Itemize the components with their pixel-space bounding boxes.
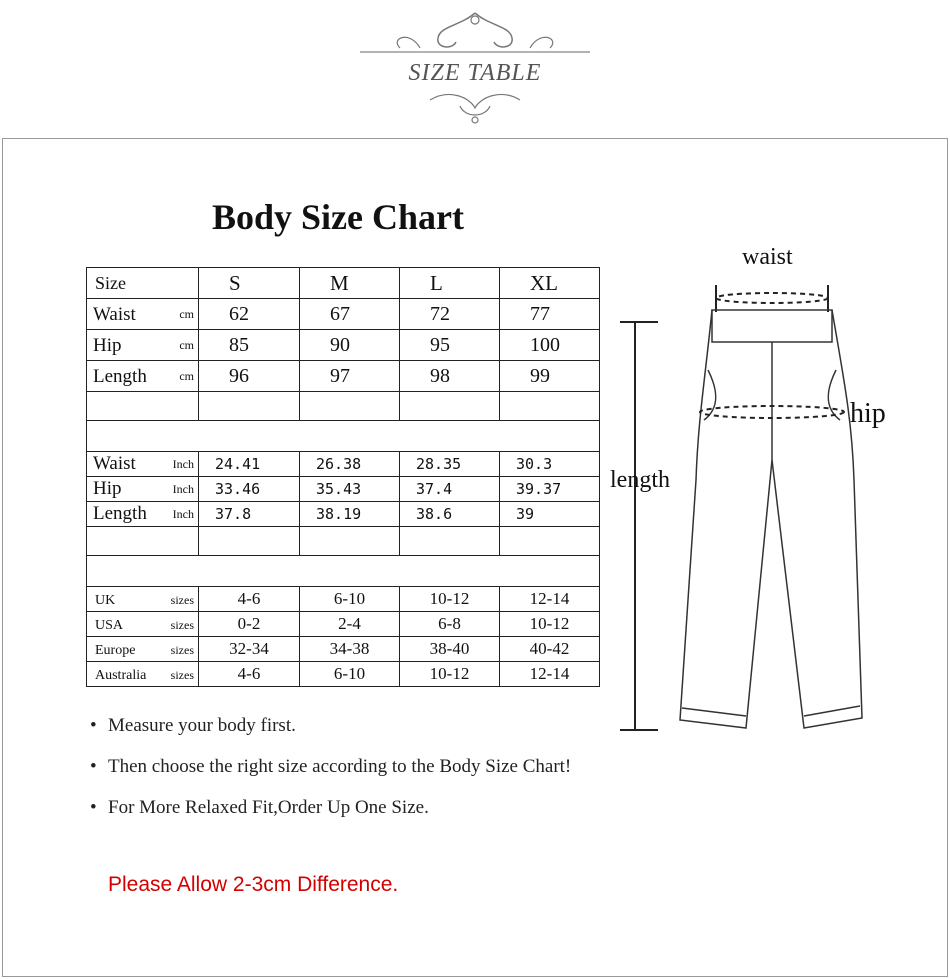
table-row (87, 612, 600, 637)
table-cell: 6-8 (400, 612, 500, 637)
table-row (87, 330, 600, 361)
table-cell: 37.4 (400, 477, 500, 502)
length-measure-line (620, 322, 658, 730)
table-cell: 26.38 (300, 452, 400, 477)
table-row (87, 361, 600, 392)
blank-row (87, 527, 600, 556)
size-xl: XL (500, 268, 600, 299)
table-cell: 2-4 (300, 612, 400, 637)
size-m: M (300, 268, 400, 299)
table-cell: 12-14 (500, 587, 600, 612)
bullet-icon: • (90, 715, 97, 736)
note-text: For More Relaxed Fit,Order Up One Size. (108, 797, 429, 818)
notes-list (90, 712, 610, 835)
table-cell: 97 (300, 361, 400, 392)
size-s: S (199, 268, 300, 299)
table-cell: 38.6 (400, 502, 500, 527)
table-cell: 85 (199, 330, 300, 361)
note-item (90, 753, 610, 780)
hip-label: hip (850, 398, 886, 429)
table-cell: 99 (500, 361, 600, 392)
row-label (87, 299, 199, 330)
table-row (87, 637, 600, 662)
size-l: L (400, 268, 500, 299)
row-label (87, 330, 199, 361)
table-cell: 28.35 (400, 452, 500, 477)
table-cell: 30.3 (500, 452, 600, 477)
row-label (87, 477, 199, 502)
table-cell: 10-12 (400, 662, 500, 687)
row-name: Waist (93, 303, 136, 325)
table-cell: 96 (199, 361, 300, 392)
note-text: Measure your body first. (108, 715, 296, 736)
table-cell: 33.46 (199, 477, 300, 502)
separator-row (87, 421, 600, 452)
table-cell: 39 (500, 502, 600, 527)
row-unit: Inch (172, 482, 194, 496)
size-table-title: SIZE TABLE (408, 60, 542, 86)
table-cell: 67 (300, 299, 400, 330)
length-label: length (610, 467, 670, 493)
row-name: Waist (93, 453, 136, 474)
table-cell: 72 (400, 299, 500, 330)
chart-title: Body Size Chart (212, 197, 464, 237)
difference-note: Please Allow 2-3cm Difference. (108, 873, 399, 896)
table-cell: 90 (300, 330, 400, 361)
table-cell: 4-6 (199, 587, 300, 612)
row-label (87, 502, 199, 527)
table-cell: 35.43 (300, 477, 400, 502)
note-text: Then choose the right size according to the Body Size Chart! (108, 756, 572, 777)
table-cell: 100 (500, 330, 600, 361)
table-cell: 6-10 (300, 662, 400, 687)
table-cell: 62 (199, 299, 300, 330)
row-name: Hip (93, 334, 122, 356)
row-label (87, 361, 199, 392)
row-unit: Inch (172, 457, 194, 471)
header (0, 0, 950, 138)
row-name: Length (93, 503, 147, 524)
table-cell: 34-38 (300, 637, 400, 662)
row-label (87, 452, 199, 477)
row-label (87, 637, 199, 662)
row-unit: cm (179, 306, 194, 321)
table-row (87, 587, 600, 612)
table-header-row (87, 268, 600, 299)
table-cell: 4-6 (199, 662, 300, 687)
table-cell: 0-2 (199, 612, 300, 637)
bullet-icon: • (90, 797, 97, 818)
table-cell: 10-12 (500, 612, 600, 637)
note-item (90, 794, 610, 821)
bullet-icon: • (90, 756, 97, 777)
row-name: Length (93, 365, 147, 387)
table-cell: 10-12 (400, 587, 500, 612)
separator-row (87, 556, 600, 587)
note-item (90, 712, 610, 739)
table-cell: 40-42 (500, 637, 600, 662)
pants-diagram (600, 230, 900, 750)
row-name: Australia (95, 668, 147, 683)
size-header-label: Size (87, 268, 199, 299)
row-label (87, 612, 199, 637)
row-name: Europe (95, 643, 136, 658)
table-cell: 32-34 (199, 637, 300, 662)
row-unit: sizes (170, 668, 194, 682)
table-cell: 12-14 (500, 662, 600, 687)
table-row (87, 477, 600, 502)
pants-outline (680, 310, 862, 728)
table-cell: 38-40 (400, 637, 500, 662)
blank-row (87, 392, 600, 421)
row-unit: cm (179, 368, 194, 383)
table-cell: 24.41 (199, 452, 300, 477)
row-label (87, 587, 199, 612)
waist-measure-line (716, 293, 828, 303)
row-unit: cm (179, 337, 194, 352)
row-label (87, 662, 199, 687)
table-row (87, 452, 600, 477)
size-chart-table (86, 267, 600, 687)
row-unit: sizes (170, 618, 194, 632)
row-name: USA (95, 618, 124, 633)
table-row (87, 662, 600, 687)
table-row (87, 502, 600, 527)
table-row (87, 299, 600, 330)
table-cell: 6-10 (300, 587, 400, 612)
table-cell: 95 (400, 330, 500, 361)
row-name: UK (95, 593, 116, 608)
table-cell: 77 (500, 299, 600, 330)
table-cell: 38.19 (300, 502, 400, 527)
table-cell: 98 (400, 361, 500, 392)
row-name: Hip (93, 478, 122, 499)
table-cell: 39.37 (500, 477, 600, 502)
waist-label: waist (742, 244, 793, 270)
table-cell: 37.8 (199, 502, 300, 527)
row-unit: sizes (170, 643, 194, 657)
row-unit: sizes (170, 593, 194, 607)
row-unit: Inch (172, 507, 194, 521)
